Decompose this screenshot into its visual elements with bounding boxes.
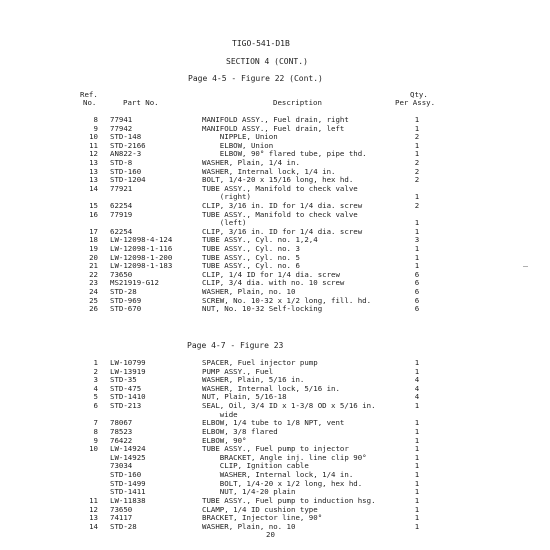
part-description: CLIP, 3/16 in. ID for 1/4 dia. screw	[202, 201, 363, 210]
document-id: TIGO-541-D1B	[232, 39, 290, 48]
column-header-qty: Per Assy.	[395, 98, 436, 107]
part-description: ELBOW, 90° flared tube, pipe thd.	[202, 149, 367, 159]
column-header-qty: Qty.	[410, 90, 428, 99]
quantity: 1	[414, 461, 420, 471]
part-description: TUBE ASSY., Cyl. no. 5	[202, 252, 300, 262]
part-description: (left)	[202, 218, 247, 228]
quantity: 1	[414, 478, 420, 488]
part-number: STD-8	[110, 158, 133, 167]
ref-number: 14	[89, 183, 98, 193]
quantity: 6	[414, 278, 420, 288]
part-number: AN822-3	[110, 149, 142, 159]
ref-number: 16	[89, 209, 98, 219]
quantity: 1	[414, 418, 420, 428]
part-description: BOLT, 1/4-20 x 15/16 long, hex hd.	[202, 175, 354, 185]
ref-number: 17	[89, 226, 98, 236]
part-description: WASHER, Plain, 1/4 in.	[202, 158, 300, 167]
column-header-ref: No.	[83, 98, 97, 107]
part-description: wide	[202, 409, 238, 419]
part-description: ELBOW, 90°	[202, 435, 247, 445]
part-number: STD-1411	[110, 487, 146, 497]
part-description: CLAMP, 1/4 ID cushion type	[202, 504, 318, 514]
quantity: 4	[414, 383, 420, 393]
part-number: 78067	[110, 418, 133, 428]
ref-number: 5	[93, 392, 98, 402]
part-description: CLIP, 3/4 dia. with no. 10 screw	[202, 278, 345, 288]
part-number: STD-35	[110, 375, 137, 385]
part-number: 62254	[110, 226, 133, 236]
part-number: LW-14925	[110, 452, 146, 462]
quantity: 1	[414, 366, 420, 376]
ref-number: 1	[93, 358, 98, 367]
quantity: 1	[414, 495, 420, 505]
quantity: 6	[414, 287, 420, 296]
part-description: NUT, 1/4-20 plain	[202, 487, 296, 497]
part-number: STD-160	[110, 166, 142, 176]
part-number: 77942	[110, 123, 133, 133]
ref-number: 24	[89, 287, 98, 296]
quantity: 1	[414, 444, 420, 454]
ref-number: 13	[89, 513, 98, 523]
part-number: STD-475	[110, 383, 142, 393]
part-number: STD-148	[110, 132, 142, 142]
quantity: 1	[414, 358, 420, 367]
part-description: TUBE ASSY., Cyl. no. 3	[202, 244, 300, 253]
part-description: WASHER, Plain, 5/16 in.	[202, 375, 305, 385]
quantity: 2	[414, 175, 420, 185]
part-number: 73650	[110, 269, 133, 279]
page-number: 20	[266, 530, 275, 539]
part-number: STD-670	[110, 304, 142, 314]
quantity: 3	[414, 235, 420, 245]
ref-number: 10	[89, 132, 98, 142]
scan-mark	[523, 266, 528, 267]
quantity: 4	[414, 392, 420, 402]
ref-number: 11	[89, 495, 98, 505]
ref-number: 15	[89, 201, 98, 210]
table-row	[0, 304, 550, 313]
ref-number: 9	[93, 123, 98, 133]
ref-number: 9	[93, 435, 98, 445]
quantity: 1	[414, 435, 420, 445]
part-number: STD-213	[110, 401, 142, 411]
quantity: 1	[414, 504, 420, 514]
ref-number: 18	[89, 235, 98, 245]
part-description: MANIFOLD ASSY., Fuel drain, right	[202, 115, 349, 124]
part-description: NUT, No. 10-32 Self-locking	[202, 304, 323, 314]
ref-number: 3	[93, 375, 98, 385]
ref-number: 12	[89, 149, 98, 159]
part-description: SCREW, No. 10-32 x 1/2 long, fill. hd.	[202, 295, 372, 305]
part-description: PUMP ASSY., Fuel	[202, 366, 274, 376]
part-description: BOLT, 1/4-20 x 1/2 long, hex hd.	[202, 478, 363, 488]
column-header-ref: Ref.	[80, 90, 98, 99]
ref-number: 20	[89, 252, 98, 262]
ref-number: 7	[93, 418, 98, 428]
quantity: 1	[414, 192, 420, 202]
part-description: NUT, Plain, 5/16-18	[202, 392, 287, 402]
part-description: CLIP, 1/4 ID for 1/4 dia. screw	[202, 269, 340, 279]
quantity: 1	[414, 115, 420, 124]
part-number: LW-12098-1-183	[110, 261, 173, 271]
quantity: 1	[414, 218, 420, 228]
part-description: TUBE ASSY., Cyl. no. 6	[202, 261, 300, 271]
part-description: CLIP, Ignition cable	[202, 461, 309, 471]
ref-number: 25	[89, 295, 98, 305]
quantity: 2	[414, 166, 420, 176]
quantity: 1	[414, 521, 420, 531]
part-description: ELBOW, 3/8 flared	[202, 426, 278, 436]
quantity: 1	[414, 140, 420, 150]
figure-heading: Page 4-7 - Figure 23	[187, 341, 284, 350]
part-number: 77941	[110, 115, 133, 124]
part-number: STD-1499	[110, 478, 146, 488]
quantity: 6	[414, 295, 420, 305]
quantity: 1	[414, 261, 420, 271]
ref-number: 22	[89, 269, 98, 279]
part-number: 76422	[110, 435, 133, 445]
quantity: 1	[414, 470, 420, 480]
part-number: STD-28	[110, 521, 137, 531]
ref-number: 13	[89, 166, 98, 176]
quantity: 1	[414, 244, 420, 253]
ref-number: 14	[89, 521, 98, 531]
part-description: SPACER, Fuel injector pump	[202, 358, 318, 367]
ref-number: 19	[89, 244, 98, 253]
quantity: 6	[414, 304, 420, 314]
part-description: MANIFOLD ASSY., Fuel drain, left	[202, 123, 345, 133]
ref-number: 13	[89, 175, 98, 185]
part-number: LW-14924	[110, 444, 146, 454]
part-description: WASHER, Plain, no. 10	[202, 521, 296, 531]
part-description: NIPPLE, Union	[202, 132, 278, 142]
part-number: STD-1204	[110, 175, 146, 185]
part-number: 74117	[110, 513, 133, 523]
part-description: BRACKET, Angle inj. line clip 90°	[202, 452, 367, 462]
part-description: ELBOW, 1/4 tube to 1/8 NPT, vent	[202, 418, 345, 428]
part-number: MS21919-G12	[110, 278, 159, 288]
section-title: SECTION 4 (CONT.)	[226, 57, 308, 66]
part-number: LW-13919	[110, 366, 146, 376]
part-number: STD-160	[110, 470, 142, 480]
ref-number: 10	[89, 444, 98, 454]
part-number: 62254	[110, 201, 133, 210]
part-description: (right)	[202, 192, 251, 202]
quantity: 2	[414, 158, 420, 167]
ref-number: 8	[93, 115, 98, 124]
part-number: LW-12098-1-200	[110, 252, 173, 262]
part-number: LW-10799	[110, 358, 146, 367]
quantity: 1	[414, 149, 420, 159]
part-description: TUBE ASSY., Fuel pump to induction hsg.	[202, 495, 376, 505]
part-number: LW-11838	[110, 495, 146, 505]
quantity: 1	[414, 252, 420, 262]
quantity: 1	[414, 226, 420, 236]
part-description: SEAL, Oil, 3/4 ID x 1-3/8 OD x 5/16 in.	[202, 401, 376, 411]
quantity: 1	[414, 452, 420, 462]
quantity: 1	[414, 487, 420, 497]
ref-number: 12	[89, 504, 98, 514]
ref-number: 13	[89, 158, 98, 167]
part-description: TUBE ASSY., Fuel pump to injector	[202, 444, 349, 454]
part-description: TUBE ASSY., Cyl. no. 1,2,4	[202, 235, 318, 245]
ref-number: 2	[93, 366, 98, 376]
ref-number: 26	[89, 304, 98, 314]
part-description: WASHER, Internal lock, 5/16 in.	[202, 383, 340, 393]
part-description: WASHER, Plain, no. 10	[202, 287, 296, 296]
column-header-part-no: Part No.	[123, 98, 159, 107]
quantity: 1	[414, 513, 420, 523]
part-number: 73650	[110, 504, 133, 514]
figure-heading: Page 4-5 - Figure 22 (Cont.)	[188, 74, 323, 83]
ref-number: 6	[93, 401, 98, 411]
ref-number: 11	[89, 140, 98, 150]
part-number: 78523	[110, 426, 133, 436]
part-number: STD-2166	[110, 140, 146, 150]
quantity: 1	[414, 426, 420, 436]
column-header-description: Description	[273, 98, 322, 107]
part-description: WASHER, Internal lock, 1/4 in.	[202, 166, 336, 176]
part-number: LW-12098-1-116	[110, 244, 173, 253]
table-row	[0, 522, 550, 531]
quantity: 2	[414, 201, 420, 210]
ref-number: 23	[89, 278, 98, 288]
ref-number: 8	[93, 426, 98, 436]
part-description: BRACKET, Injector line, 90°	[202, 513, 323, 523]
part-number: 77921	[110, 183, 133, 193]
quantity: 2	[414, 132, 420, 142]
part-number: STD-969	[110, 295, 142, 305]
part-description: TUBE ASSY., Manifold to check valve	[202, 209, 358, 219]
part-description: ELBOW, Union	[202, 140, 274, 150]
part-number: LW-12098-4-124	[110, 235, 173, 245]
quantity: 1	[414, 123, 420, 133]
part-number: STD-1410	[110, 392, 146, 402]
part-number: 77919	[110, 209, 133, 219]
quantity: 4	[414, 375, 420, 385]
part-number: STD-28	[110, 287, 137, 296]
quantity: 1	[414, 401, 420, 411]
part-description: TUBE ASSY., Manifold to check valve	[202, 183, 358, 193]
quantity: 6	[414, 269, 420, 279]
part-number: 73034	[110, 461, 133, 471]
ref-number: 21	[89, 261, 98, 271]
ref-number: 4	[93, 383, 98, 393]
part-description: WASHER, Internal lock, 1/4 in.	[202, 470, 354, 480]
part-description: CLIP, 3/16 in. ID for 1/4 dia. screw	[202, 226, 363, 236]
